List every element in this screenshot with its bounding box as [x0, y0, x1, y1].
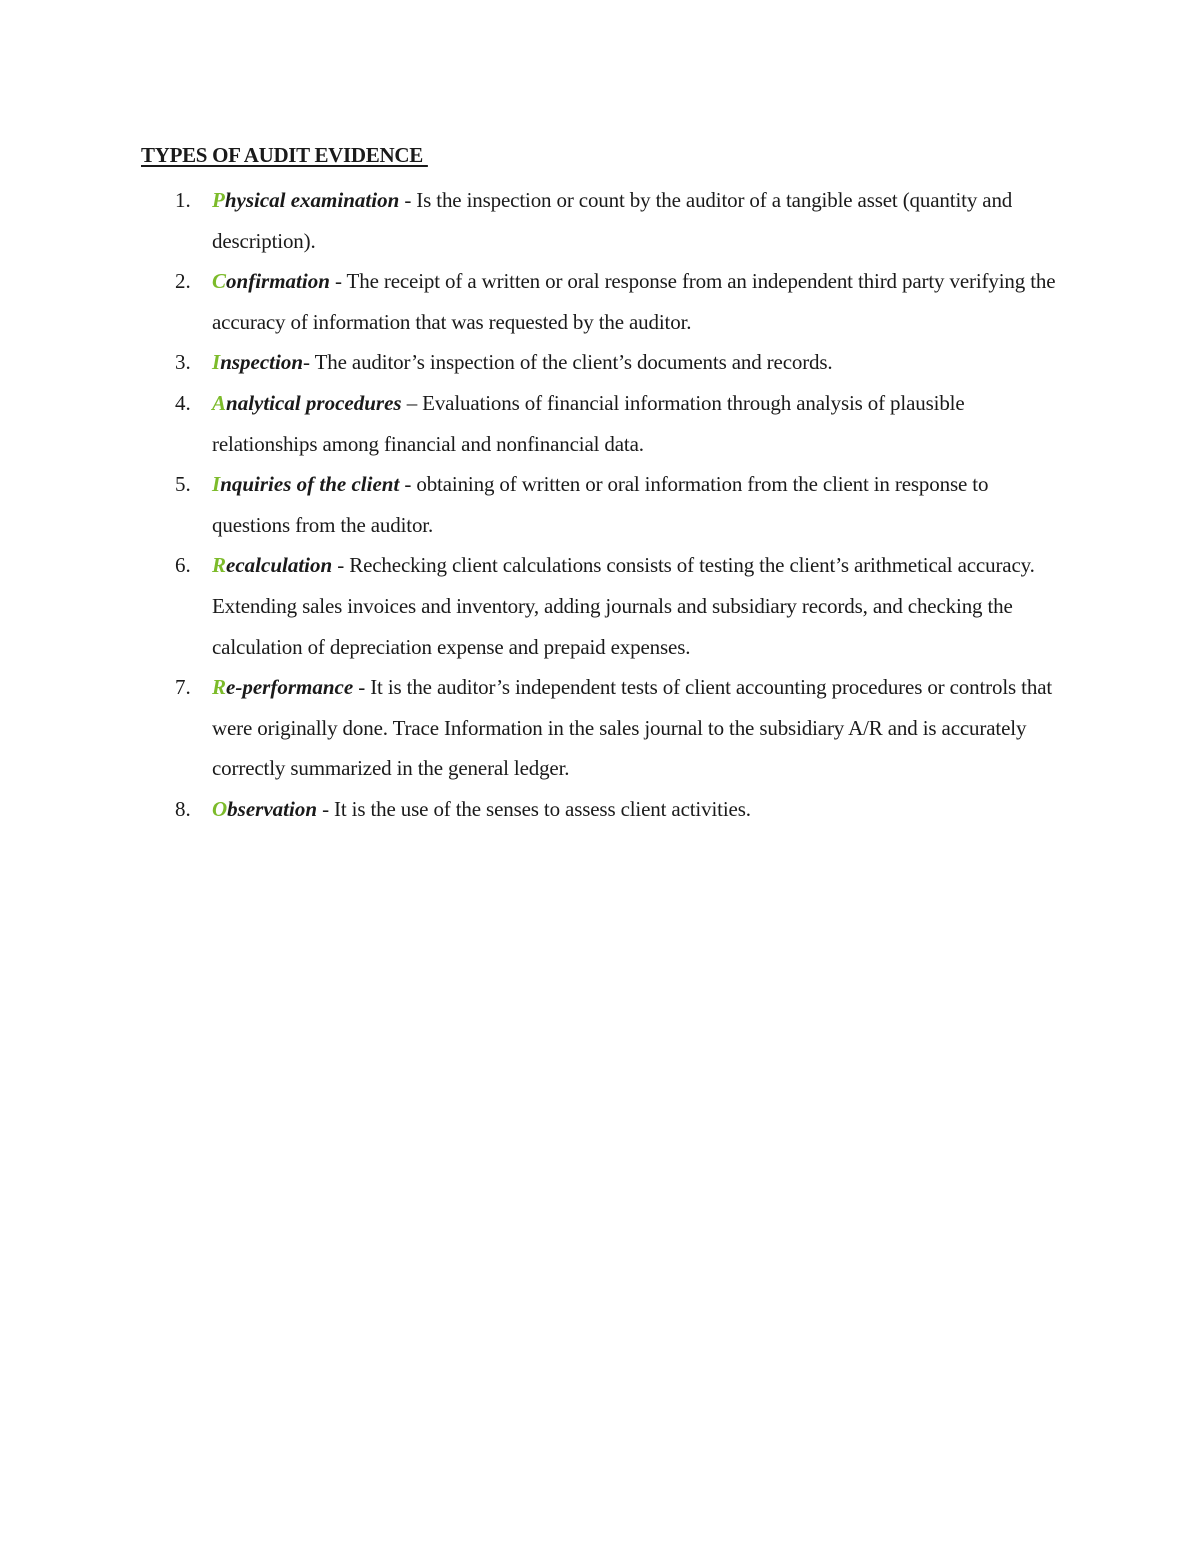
term-rest: e-performance	[226, 675, 354, 700]
term-initial: O	[212, 796, 228, 821]
list-item	[141, 261, 1071, 342]
term-initial: A	[212, 390, 227, 415]
item-term	[212, 553, 332, 577]
list-item	[141, 180, 1071, 261]
term-rest: hysical examination	[224, 188, 400, 212]
term-rest: nquiries of the client	[220, 472, 400, 497]
list-item	[141, 545, 1071, 667]
term-rest: ecalculation	[226, 553, 333, 578]
term-rest: nspection	[220, 350, 304, 375]
page-title: TYPES OF AUDIT EVIDENCE	[141, 143, 428, 167]
item-description: - obtaining of written or oral information from the client in response to questions from the auditor.	[212, 472, 989, 537]
term-rest: bservation	[227, 796, 318, 821]
item-description: – Evaluations of financial information through analysis of plausible relationships among financial and nonfinancial data.	[212, 390, 965, 456]
item-term	[212, 350, 303, 374]
term-initial: I	[212, 472, 221, 497]
item-term	[212, 269, 330, 293]
item-description: - Rechecking client calculations consists of testing the client’s arithmetical accuracy. Extending sales invoices and inventory, adding journals and subsidiary records, and checking the calculation of depreciation expense and prepaid expenses.	[212, 553, 1035, 659]
item-number: 3.	[175, 350, 191, 375]
term-rest: nalytical procedures	[226, 390, 402, 415]
term-initial: R	[212, 553, 227, 578]
item-number: 6.	[175, 553, 191, 578]
term-initial: R	[212, 675, 227, 700]
item-number: 1.	[175, 188, 191, 212]
audit-evidence-list	[141, 180, 1071, 830]
term-initial: I	[212, 350, 221, 375]
item-number: 4.	[175, 390, 191, 415]
item-number: 7.	[175, 675, 191, 700]
item-term	[212, 797, 317, 821]
item-number: 5.	[175, 472, 191, 497]
term-initial: P	[212, 188, 225, 212]
item-term	[212, 391, 402, 415]
list-item	[141, 342, 1071, 383]
item-term	[212, 472, 399, 496]
list-item	[141, 789, 1071, 830]
item-term	[212, 675, 353, 699]
list-item	[141, 464, 1071, 545]
term-rest: onfirmation	[226, 269, 330, 294]
item-description: - It is the auditor’s independent tests of client accounting procedures or controls that were originally done. Trace Information in the sales journal to the subsidiary A/R and is accurately correctly summarized in the general ledger.	[212, 675, 1053, 781]
list-item	[141, 667, 1071, 789]
item-description: - The receipt of a written or oral response from an independent third party verifying the accuracy of information that was requested by the auditor.	[212, 269, 1056, 334]
item-description: - The auditor’s inspection of the client’s documents and records.	[303, 350, 833, 375]
item-number: 2.	[175, 269, 191, 294]
item-description: - Is the inspection or count by the auditor of a tangible asset (quantity and description).	[212, 188, 1013, 253]
list-item	[141, 383, 1071, 464]
item-description: - It is the use of the senses to assess client activities.	[317, 796, 751, 821]
item-term	[212, 188, 399, 212]
term-initial: C	[212, 269, 227, 294]
item-number: 8.	[175, 796, 191, 821]
